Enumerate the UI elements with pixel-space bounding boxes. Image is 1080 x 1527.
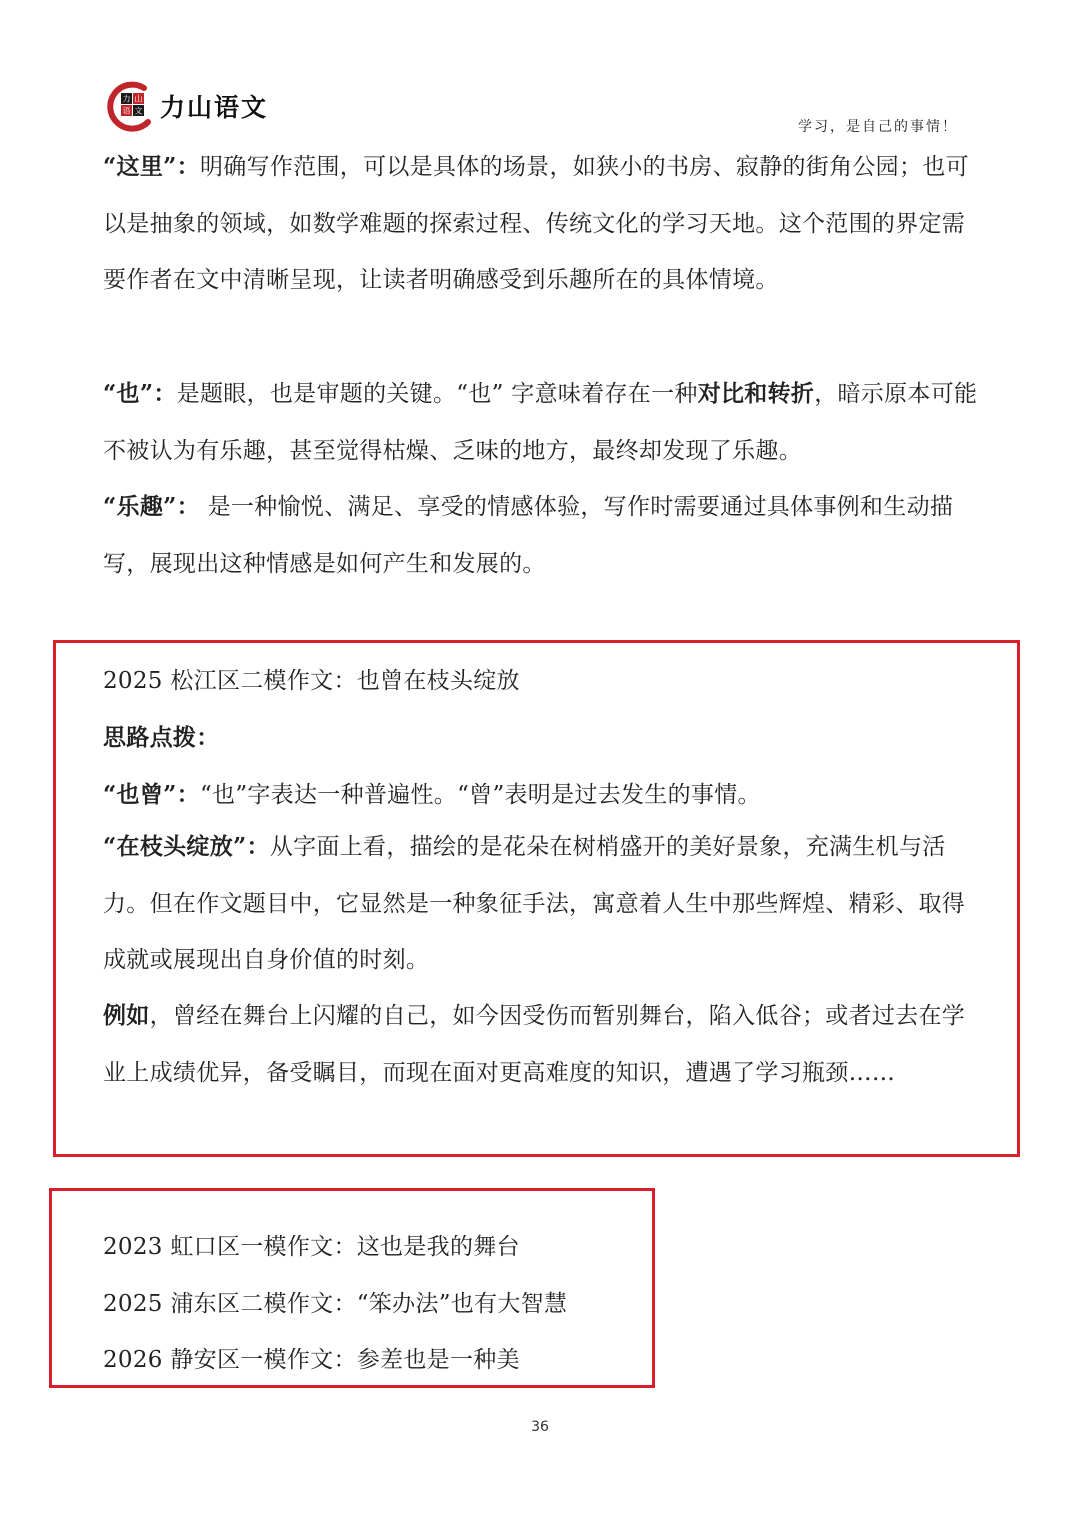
tip-item-2 — [103, 819, 983, 989]
related-topic-item: 2023 虹口区一模作文：这也是我的舞台 — [103, 1234, 520, 1260]
intro-paragraph-1 — [103, 139, 983, 309]
example-text: ，曾经在舞台上闪耀的自己，如今因受伤而暂别舞台，陷入低谷；或者过去在学业上成绩优异，备受瞩目，而现在面对更高难度的知识，遭遇了学习瓶颈…… — [103, 1003, 966, 1086]
term-yeceng: “也曾”： — [103, 781, 200, 808]
page-header — [100, 78, 980, 138]
svg-text:文: 文 — [134, 106, 143, 116]
tips-heading: 思路点拨： — [103, 724, 220, 751]
svg-text:力: 力 — [122, 94, 131, 104]
logo-icon — [104, 80, 156, 132]
paragraph-text: 是题眼，也是审题的关键。“也” 字意味着存在一种 — [176, 381, 698, 407]
paragraph-text: ，暗示原本可能不被认为有乐趣，甚至觉得枯燥、乏味的地方，最终却发现了乐趣。 — [103, 381, 978, 464]
related-topic-item: 2025 浦东区二模作文：“笨办法”也有大智慧 — [103, 1291, 568, 1317]
term-ye: “也”： — [103, 380, 177, 407]
svg-text:语: 语 — [122, 106, 131, 116]
intro-paragraph-2 — [103, 366, 983, 479]
svg-text:山: 山 — [134, 94, 143, 104]
term-example: 例如 — [103, 1002, 150, 1029]
example-paragraph — [103, 988, 983, 1101]
page-number: 36 — [531, 1419, 549, 1435]
tip-item-1 — [103, 776, 761, 809]
term-zheli: “这里”： — [103, 153, 200, 180]
slogan: 学习，是自己的事情！ — [798, 119, 958, 135]
tip-text: 从字面上看，描绘的是花朵在树梢盛开的美好景象，充满生机与活力。但在作文题目中，它显然是一种象征手法，寓意着人生中那些辉煌、精彩、取得成就或展现出自身价值的时刻。 — [103, 834, 966, 974]
paragraph-text: 是一种愉悦、满足、享受的情感体验，写作时需要通过具体事例和生动描写，展现出这种情感是如何产生和发展的。 — [103, 494, 954, 577]
term-zaizhitou: “在枝头绽放”： — [103, 833, 270, 860]
essay-title: 2025 松江区二模作文：也曾在枝头绽放 — [103, 668, 520, 694]
term-lequ: “乐趣”： — [103, 493, 200, 520]
paragraph-text: 明确写作范围，可以是具体的场景，如狭小的书房、寂静的街角公园；也可以是抽象的领域，如数学难题的探索过程、传统文化的学习天地。这个范围的界定需要作者在文中清晰呈现，让读者明确感受到乐趣所在的具体情境。 — [103, 154, 969, 294]
emphasis-text: 对比和转折 — [697, 380, 815, 407]
brand-name: 力山语文 — [160, 93, 269, 122]
related-topic-item: 2026 静安区一模作文：参差也是一种美 — [103, 1347, 520, 1373]
tip-text: “也”字表达一种普遍性。“曾”表明是过去发生的事情。 — [199, 782, 761, 808]
intro-paragraph-3 — [103, 479, 983, 592]
